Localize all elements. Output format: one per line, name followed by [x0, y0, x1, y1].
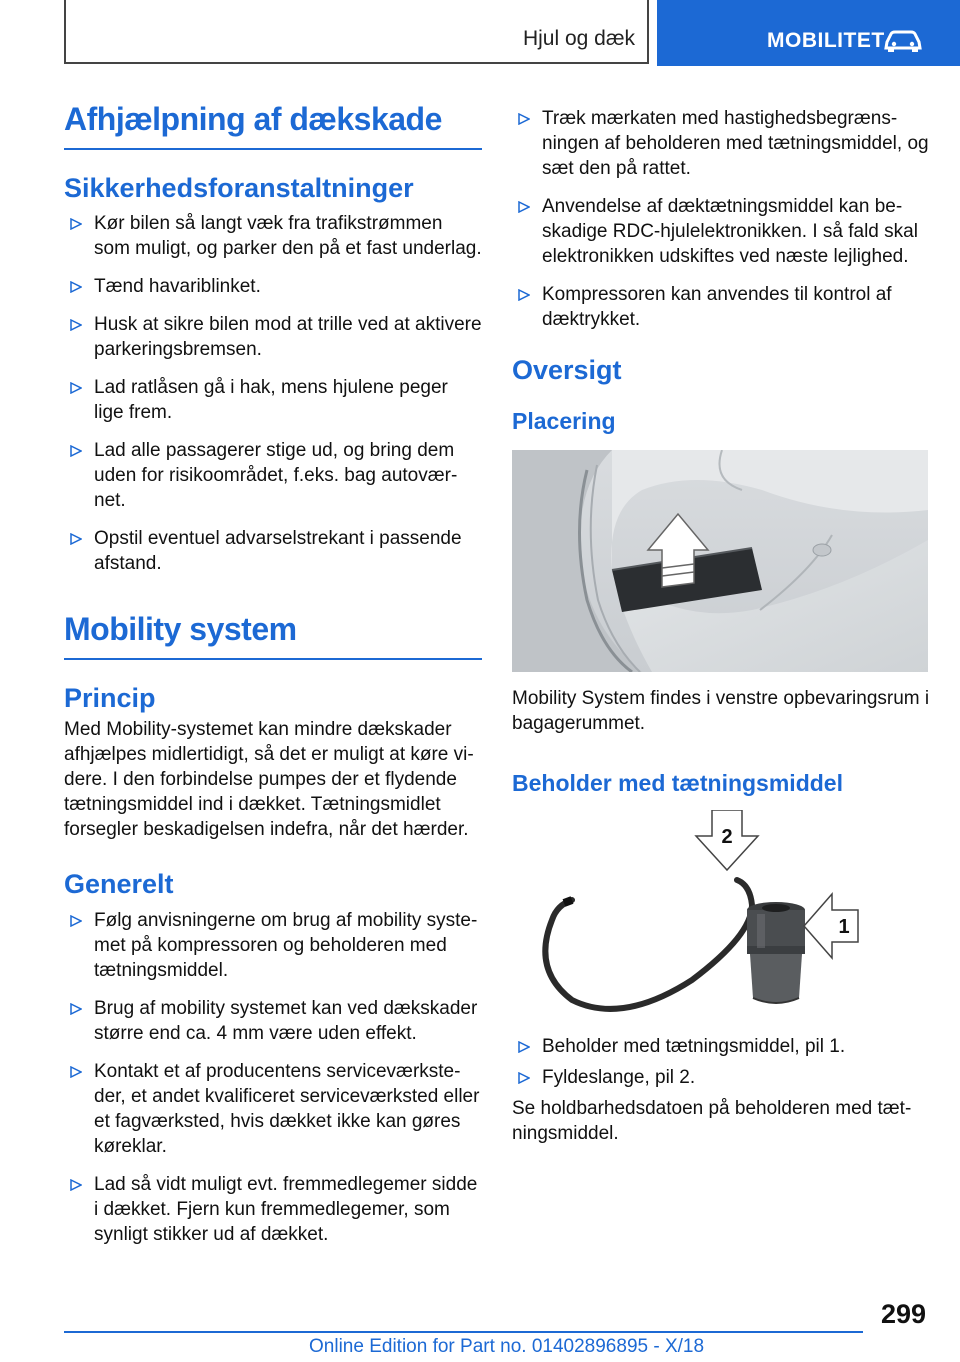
right-column	[512, 100, 930, 1146]
container-parts-list	[512, 1034, 930, 1090]
triangle-bullet-icon	[70, 445, 82, 457]
list-item: Husk at sikre bilen mod at trille ved at aktivere parkeringsbremsen.	[64, 312, 482, 362]
mobility-notes-list	[512, 106, 930, 332]
arrow-2-icon	[696, 810, 758, 870]
list-item: Fyldeslange, pil 2.	[512, 1065, 930, 1090]
header-chapter-tab	[657, 0, 960, 66]
triangle-bullet-icon	[518, 289, 530, 301]
heading-safety: Sikkerhedsforanstaltninger	[64, 173, 414, 204]
list-item: Lad alle passagerer stige ud, og bring dem uden for risikoområdet, f.eks. bag autoværnet.	[64, 438, 482, 513]
arrow-2-label: 2	[721, 825, 733, 848]
footer-edition: Online Edition for Part no. 01402896895 - X/18	[309, 1336, 705, 1357]
sealant-bottle	[747, 902, 805, 1003]
header-chapter-label: MOBILITET	[767, 29, 885, 52]
list-item: Lad ratlåsen gå i hak, mens hjulene peger lige frem.	[64, 375, 482, 425]
triangle-bullet-icon	[70, 533, 82, 545]
triangle-bullet-icon	[518, 201, 530, 213]
general-list	[64, 908, 482, 1247]
container-expiry-text: Se holdbarhedsdatoen på beholderen med tætningsmiddel.	[512, 1097, 912, 1144]
left-column	[64, 100, 482, 1260]
triangle-bullet-icon	[518, 1072, 530, 1084]
triangle-bullet-icon	[70, 218, 82, 230]
list-item: Brug af mobility systemet kan ved dækskader større end ca. 4 mm være uden effekt.	[64, 996, 482, 1046]
arrow-1-icon	[804, 894, 858, 958]
list-item: Opstil eventuel advarselstrekant i passende afstand.	[64, 526, 482, 576]
title-tire-repair: Afhjælpning af dækskade	[64, 100, 482, 150]
page-header	[0, 0, 960, 66]
page-number: 299	[880, 1299, 926, 1329]
list-item: Kontakt et af producentens serviceværksteder, et andet kvalificeret serviceværksted eller et fagværksted, hvis dækket ikke kan gøres køreklar.	[64, 1059, 482, 1159]
heading-general: Generelt	[64, 868, 174, 899]
triangle-bullet-icon	[70, 382, 82, 394]
footer-rule	[64, 1331, 863, 1333]
triangle-bullet-icon	[518, 1041, 530, 1053]
principle-text: Med Mobility-systemet kan mindre dækskader afhjælpes midlertidigt, så det er muligt at køre videre. I den forbindelse pumpes der et flydende tætningsmiddel ind i dækket. Tætningsmidlet forsegler beskadigelsen indefra, når det hærder.	[64, 718, 474, 840]
list-item: Træk mærkaten med hastighedsbegrænsningen af beholderen med tætningsmiddel, og sæt den på rattet.	[512, 106, 930, 181]
header-section-title: Hjul og dæk	[522, 27, 635, 50]
triangle-bullet-icon	[70, 1066, 82, 1078]
list-item: Anvendelse af dæktætningsmiddel kan beskadige RDC-hjulelektronikken. I så fald skal elektronikken udskiftes ved næste lejlighed.	[512, 194, 930, 269]
heading-principle: Princip	[64, 683, 156, 714]
list-item: Kør bilen så langt væk fra trafikstrømmen som muligt, og parker den på et fast underlag.	[64, 211, 482, 261]
car-icon	[883, 28, 923, 52]
list-item: Lad så vidt muligt evt. fremmedlegemer sidde i dækket. Fjern kun fremmedlegemer, som synligt stikker ud af dækket.	[64, 1172, 482, 1247]
safety-list	[64, 211, 482, 576]
triangle-bullet-icon	[70, 281, 82, 293]
sealant-container-illustration	[512, 810, 928, 1020]
triangle-bullet-icon	[518, 113, 530, 125]
heading-overview: Oversigt	[512, 355, 622, 385]
list-item: Følg anvisningerne om brug af mobility systemet på kompressoren og beholderen med tætningsmiddel.	[64, 908, 482, 983]
list-item: Tænd havariblinket.	[64, 274, 482, 299]
list-item: Beholder med tætningsmiddel, pil 1.	[512, 1034, 930, 1059]
heading-placement: Placering	[512, 408, 616, 435]
placement-caption: Mobility System findes i venstre opbevaringsrum i bagagerummet.	[512, 687, 930, 734]
heading-sealant-container: Beholder med tætningsmiddel	[512, 769, 843, 796]
triangle-bullet-icon	[70, 319, 82, 331]
header-section-box	[64, 0, 649, 64]
arrow-1-label: 1	[838, 915, 850, 938]
triangle-bullet-icon	[70, 915, 82, 927]
list-item: Kompressoren kan anvendes til kontrol af dæktrykket.	[512, 282, 930, 332]
triangle-bullet-icon	[70, 1003, 82, 1015]
trunk-storage-illustration	[512, 450, 928, 672]
title-mobility-system: Mobility system	[64, 610, 482, 660]
triangle-bullet-icon	[70, 1179, 82, 1191]
